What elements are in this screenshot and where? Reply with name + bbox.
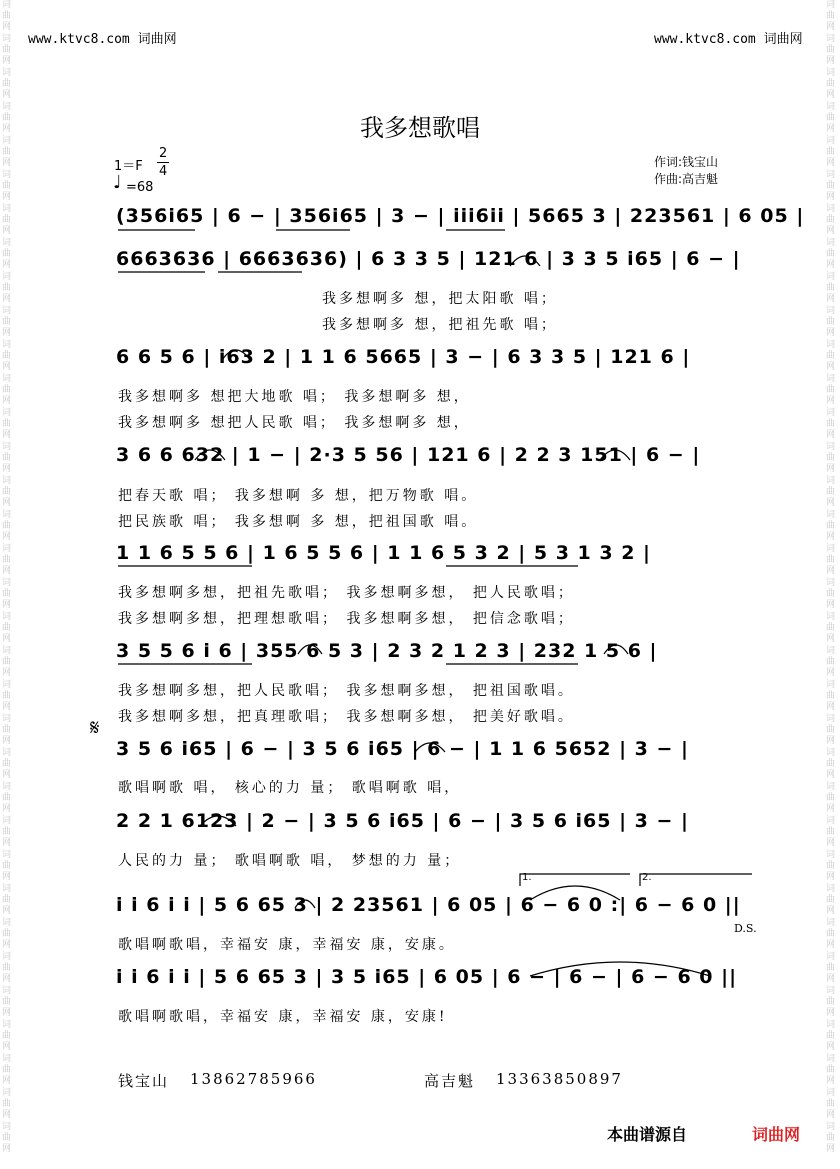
lyrics-line-5b: 我多想啊多想，把理想歌唱； 我多想啊多想， 把信念歌唱；: [118, 611, 575, 627]
side-watermark-text: 词曲网: [2, 102, 12, 134]
lyrics-line-4b: 把民族歌 唱； 我多想啊 多 想，把祖国歌 唱。: [118, 514, 479, 530]
side-watermark-text: 词曲网: [826, 612, 836, 644]
side-watermark-text: 词曲网: [2, 408, 12, 440]
side-watermark-text: 词曲网: [826, 680, 836, 712]
side-watermark-text: 词曲网: [2, 1088, 12, 1120]
side-watermark-text: 词曲网: [2, 170, 12, 202]
side-watermark-text: 词曲网: [2, 1122, 12, 1154]
side-watermark-text: 词曲网: [2, 476, 12, 508]
side-watermark-text: 词曲网: [2, 0, 12, 32]
side-watermark-text: 词曲网: [2, 1054, 12, 1086]
side-watermark-text: 词曲网: [2, 680, 12, 712]
side-watermark-text: 词曲网: [826, 816, 836, 848]
notation-line-2: 6663636 | 6663636) | 6 3 3 5 | 121 6 | 3 3 5 i65 | 6 − |: [116, 248, 741, 270]
side-watermark-text: 词曲网: [826, 578, 836, 610]
side-watermark-text: 词曲网: [826, 1088, 836, 1120]
side-watermark-text: 词曲网: [826, 102, 836, 134]
side-watermark-text: 词曲网: [826, 918, 836, 950]
lyrics-line-2a: 我多想啊多 想，把太阳歌 唱；: [322, 291, 558, 307]
side-watermark-text: 词曲网: [826, 136, 836, 168]
side-watermark-text: 词曲网: [2, 714, 12, 746]
dal-segno-mark: D.S.: [734, 922, 757, 935]
side-watermark-text: 词曲网: [826, 442, 836, 474]
segno-icon: 𝄋: [90, 716, 100, 741]
lyricist-name: 钱宝山: [118, 1072, 170, 1090]
side-watermark-text: 词曲网: [826, 714, 836, 746]
side-watermark-text: 词曲网: [2, 340, 12, 372]
side-watermark-text: 词曲网: [826, 306, 836, 338]
site-watermark-left: www.ktvc8.com 词曲网: [28, 32, 177, 47]
side-watermark-text: 词曲网: [826, 510, 836, 542]
notation-line-3: 6 6 5 6 | i63 2 | 1 1 6 5665 | 3 − | 6 3 3 5 | 121 6 |: [116, 346, 691, 368]
side-watermark-text: 词曲网: [826, 340, 836, 372]
side-watermark-text: 词曲网: [826, 0, 836, 32]
side-watermark-text: 词曲网: [2, 34, 12, 66]
source-logo: 词曲网: [752, 1125, 801, 1144]
notation-line-1: (356i65 | 6 − | 356i65 | 3 − | iii6ii | 5665 3 | 223561 | 6 05 |: [116, 205, 805, 227]
side-watermark-text: 词曲网: [826, 544, 836, 576]
side-watermark-text: 词曲网: [826, 170, 836, 202]
side-watermark-text: 词曲网: [2, 918, 12, 950]
key-signature: 1＝F: [114, 159, 143, 174]
side-watermark-text: 词曲网: [826, 1122, 836, 1154]
side-watermark-text: 词曲网: [2, 204, 12, 236]
notation-line-9: i i 6 i i | 5 6 65 3 | 2 23561 | 6 05 | 6 − 6 0 :| 6 − 6 0 ||: [116, 894, 741, 916]
song-title: 我多想歌唱: [360, 114, 480, 142]
side-watermark-text: 词曲网: [826, 646, 836, 678]
side-watermark-text: 词曲网: [826, 986, 836, 1018]
side-watermark-text: 词曲网: [2, 136, 12, 168]
lyrics-line-10: 歌唱啊歌唱，幸福安 康，幸福安 康，安康!: [118, 1009, 448, 1025]
side-watermark-text: 词曲网: [826, 952, 836, 984]
lyrics-line-3b: 我多想啊多 想把人民歌 唱； 我多想啊多 想，: [118, 415, 471, 431]
lyrics-line-7: 歌唱啊歌 唱， 核心的力 量； 歌唱啊歌 唱，: [118, 780, 462, 796]
side-watermark-text: 词曲网: [2, 782, 12, 814]
side-watermark-text: 词曲网: [826, 374, 836, 406]
side-watermark-text: 词曲网: [2, 578, 12, 610]
composer-credit: 作曲:高吉魁: [654, 172, 719, 186]
side-watermark-text: 词曲网: [2, 952, 12, 984]
side-watermark-text: 词曲网: [2, 68, 12, 100]
time-signature-bottom: 4: [159, 164, 168, 179]
side-watermark-text: 词曲网: [826, 34, 836, 66]
time-signature-top: 2: [159, 146, 168, 161]
side-watermark-text: 词曲网: [826, 782, 836, 814]
notation-line-4: 3 6 6 632 | 1 − | 2·3 5 56 | 121 6 | 2 2 3 151 | 6 − |: [116, 444, 701, 466]
side-watermark-text: 词曲网: [826, 884, 836, 916]
lyricist-credit: 作词:钱宝山: [654, 155, 719, 169]
side-watermark-text: 词曲网: [826, 204, 836, 236]
notation-line-10: i i 6 i i | 5 6 65 3 | 3 5 i65 | 6 05 | 6 − | 6 − | 6 − 6 0 ||: [116, 966, 738, 988]
notation-line-6: 3 5 5 6 i 6 | 355 6 5 3 | 2 3 2 1 2 3 | 232 1 5 6 |: [116, 640, 658, 662]
lyrics-line-8: 人民的力 量； 歌唱啊歌 唱， 梦想的力 量；: [118, 853, 462, 869]
side-watermark-text: 词曲网: [2, 306, 12, 338]
composer-phone: 13363850897: [496, 1070, 623, 1088]
side-watermark-text: 词曲网: [2, 272, 12, 304]
side-watermark-text: 词曲网: [2, 884, 12, 916]
side-watermark-text: 词曲网: [2, 238, 12, 270]
site-watermark-right: www.ktvc8.com 词曲网: [654, 32, 803, 47]
lyricist-phone: 13862785966: [190, 1070, 317, 1088]
lyrics-line-4a: 把春天歌 唱； 我多想啊 多 想，把万物歌 唱。: [118, 488, 479, 504]
volta-1-label: 1.: [522, 872, 532, 883]
side-watermark-text: 词曲网: [826, 850, 836, 882]
side-watermark-text: 词曲网: [2, 646, 12, 678]
side-watermark-text: 词曲网: [826, 1020, 836, 1052]
lyrics-line-5a: 我多想啊多想，把祖先歌唱； 我多想啊多想， 把人民歌唱；: [118, 585, 575, 601]
side-watermark-text: 词曲网: [2, 374, 12, 406]
side-watermark-text: 词曲网: [2, 612, 12, 644]
side-watermark-text: 词曲网: [826, 408, 836, 440]
lyrics-line-9: 歌唱啊歌唱，幸福安 康，幸福安 康，安康。: [118, 937, 456, 953]
notation-line-7: 3 5 6 i65 | 6 − | 3 5 6 i65 | 6 − | 1 1 6 5652 | 3 − |: [116, 738, 689, 760]
quarter-note-icon: ♩: [113, 172, 122, 193]
side-watermark-text: 词曲网: [826, 1054, 836, 1086]
side-watermark-text: 词曲网: [2, 748, 12, 780]
notation-line-5: 1 1 6 5 5 6 | 1 6 5 5 6 | 1 1 6 5 3 2 | 5 3 1 3 2 |: [116, 542, 651, 564]
tempo: =68: [126, 180, 154, 195]
side-watermark-text: 词曲网: [2, 986, 12, 1018]
composer-name: 高吉魁: [424, 1072, 476, 1090]
side-watermark-text: 词曲网: [2, 850, 12, 882]
side-watermark-text: 词曲网: [826, 748, 836, 780]
source-label: 本曲谱源自: [607, 1125, 688, 1144]
side-watermark-text: 词曲网: [826, 272, 836, 304]
notation-line-8: 2 2 1 6123 | 2 − | 3 5 6 i65 | 6 − | 3 5 6 i65 | 3 − |: [116, 810, 689, 832]
lyrics-line-6b: 我多想啊多想，把真理歌唱； 我多想啊多想， 把美好歌唱。: [118, 709, 575, 725]
lyrics-line-6a: 我多想啊多想，把人民歌唱； 我多想啊多想， 把祖国歌唱。: [118, 683, 575, 699]
volta-2-label: 2.: [642, 872, 652, 883]
side-watermark-text: 词曲网: [826, 238, 836, 270]
side-watermark-text: 词曲网: [2, 816, 12, 848]
side-watermark-text: 词曲网: [2, 442, 12, 474]
lyrics-line-2b: 我多想啊多 想，把祖先歌 唱；: [322, 317, 558, 333]
side-watermark-text: 词曲网: [2, 544, 12, 576]
side-watermark-text: 词曲网: [826, 476, 836, 508]
side-watermark-text: 词曲网: [2, 510, 12, 542]
side-watermark-text: 词曲网: [2, 1020, 12, 1052]
side-watermark-text: 词曲网: [826, 68, 836, 100]
lyrics-line-3a: 我多想啊多 想把大地歌 唱； 我多想啊多 想，: [118, 389, 471, 405]
